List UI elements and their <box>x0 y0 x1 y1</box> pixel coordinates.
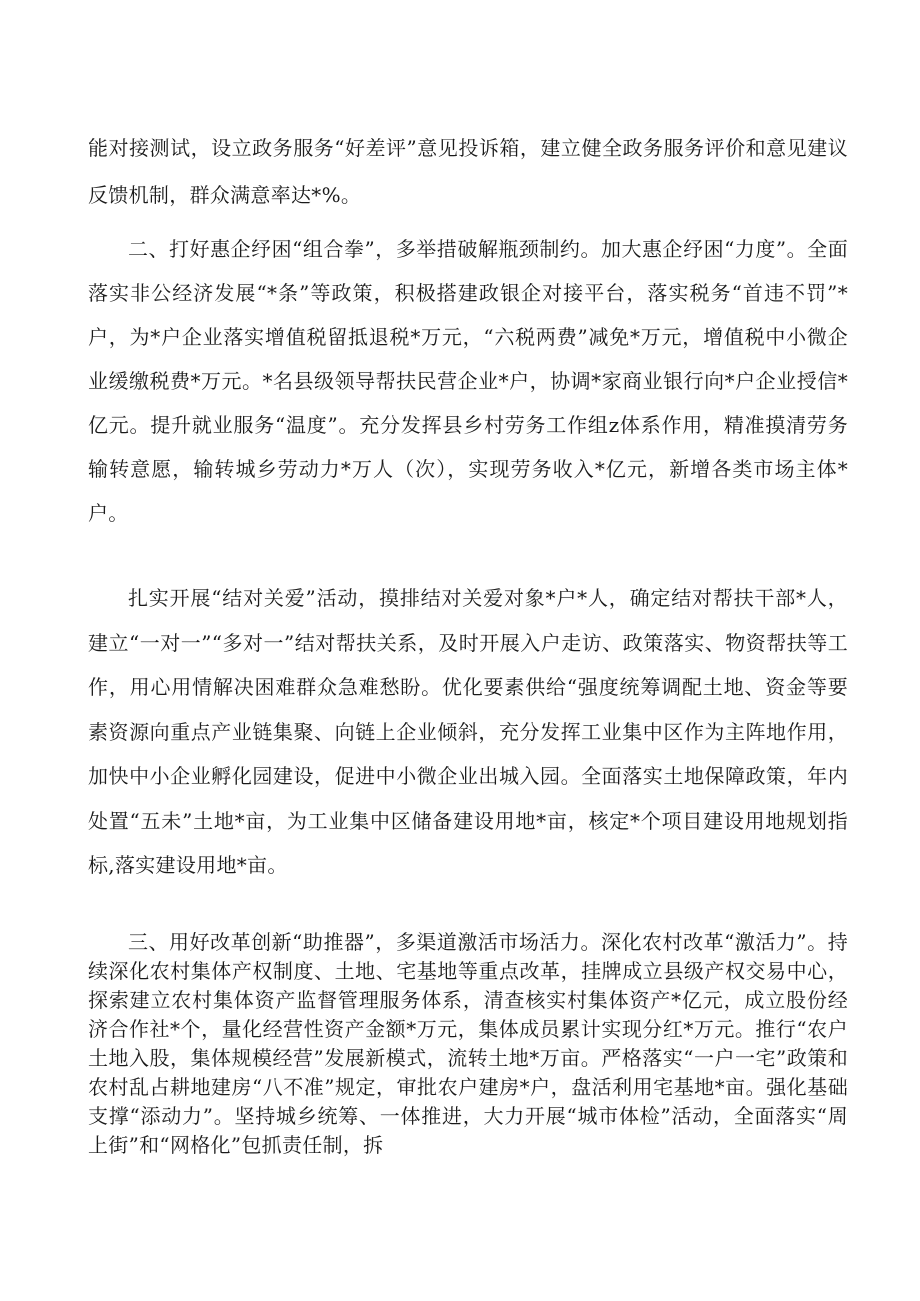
paragraph-service-evaluation: 能对接测试，设立政务服务“好差评”意见投诉箱，建立健全政务服务评价和意见建议反馈机制，群众满意率达*%。 <box>88 136 848 207</box>
paragraph-section-two: 二、打好惠企纾困“组合拳”，多举措破解瓶颈制约。加大惠企纾困“力度”。全面落实非公经济发展“*条”等政策，积极搭建政银企对接平台，落实税务“首违不罚”*户，为*户企业落实增值税留抵退税*万元，“六税两费”减免*万元，增值税中小微企业缓缴税费*万元。*名县级领导帮扶民营企业*户，协调*家商业银行向*户企业授信*亿元。提升就业服务“温度”。充分发挥县乡村劳务工作组z体系作用，精准摸清劳务输转意愿，输转城乡劳动力*万人（次），实现劳务收入*亿元，新增各类市场主体*户。 <box>88 237 848 525</box>
paragraph-section-three: 三、用好改革创新“助推器”，多渠道激活市场活力。深化农村改革“激活力”。持续深化农村集体产权制度、土地、宅基地等重点改革，挂牌成立县级产权交易中心，探索建立农村集体资产监督管理服务体系，清查核实村集体资产*亿元，成立股份经济合作社*个，量化经营性资产金额*万元，集体成员累计实现分红*万元。推行“农户土地入股，集体规模经营”发展新模式，流转土地*万亩。严格落实“一户一宅”政策和农村乱占耕地建房“八不准”规定，审批农户建房*户，盘活利用宅基地*亩。强化基础支撑“添动力”。坚持城乡统筹、一体推进，大力开展“城市体检”活动，全面落实“周上街”和“网格化”包抓责任制，拆 <box>88 930 848 1157</box>
paragraph-pairing-care: 扎实开展“结对关爱”活动，摸排结对关爱对象*户*人，确定结对帮扶干部*人，建立“一对一”“多对一”结对帮扶关系，及时开展入户走访、政策落实、物资帮扶等工作，用心用情解决困难群众急难愁盼。优化要素供给“强度统筹调配土地、资金等要素资源向重点产业链集聚、向链上企业倾斜，充分发挥工业集中区作为主阵地作用，加快中小企业孵化园建设，促进中小微企业出城入园。全面落实土地保障政策，年内处置“五未”土地*亩，为工业集中区储备建设用地*亩，核定*个项目建设用地规划指标,落实建设用地*亩。 <box>88 586 848 877</box>
